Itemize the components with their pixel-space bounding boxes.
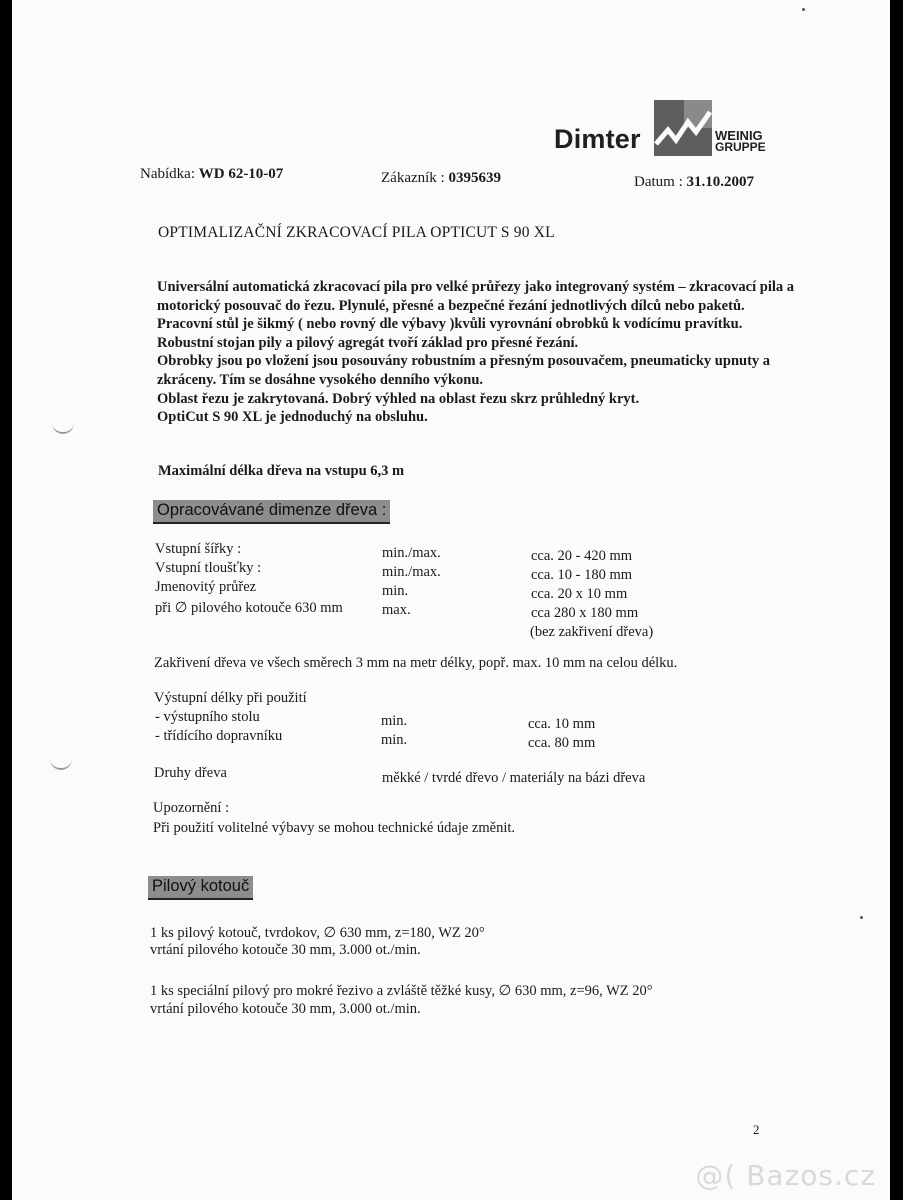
- wood-type-value: měkké / tvrdé dřevo / materiály na bázi dřeva: [382, 770, 646, 786]
- spec-mode: min./max.: [382, 545, 441, 561]
- output-heading: Výstupní délky při použití: [154, 690, 307, 706]
- output-value: cca. 10 mm: [528, 716, 596, 732]
- weinig-zigzag-icon: [654, 100, 712, 156]
- spec-label: Jmenovitý průřez: [155, 579, 257, 595]
- logo-line1: WEINIG: [715, 128, 763, 143]
- spec-mode: min./max.: [382, 564, 441, 580]
- scan-speck: [802, 8, 805, 11]
- date-value: 31.10.2007: [686, 174, 754, 190]
- blade-item-1-line-2: vrtání pilového kotouče 30 mm, 3.000 ot./min.: [150, 942, 421, 958]
- punch-hole: [50, 754, 72, 770]
- offer-value: WD 62-10-07: [198, 166, 284, 182]
- logo-brand: Dimter: [554, 124, 641, 154]
- offer-label: Nabídka:: [140, 166, 195, 182]
- intro-paragraph-2: Obrobky jsou po vložení jsou posouvány robustním a přesným posouvačem, pneumaticky upnuty a zkráceny. Tím se dosáhne vysokého denního výkonu.: [157, 353, 771, 388]
- output-mode: min.: [381, 713, 408, 729]
- section-heading-saw-blade: Pilový kotouč: [148, 876, 253, 900]
- spec-value: cca. 20 x 10 mm: [531, 586, 628, 602]
- document-title: OPTIMALIZAČNÍ ZKRACOVACÍ PILA OPTICUT S 90 XL: [158, 224, 555, 241]
- warning-label: Upozornění :: [153, 800, 230, 816]
- spec-mode: max.: [382, 602, 411, 618]
- spec-value: cca. 10 - 180 mm: [531, 567, 633, 583]
- blade-item-2-line-1: 1 ks speciální pilový pro mokré řezivo a zvláště těžké kusy, ∅ 630 mm, z=96, WZ 20°: [150, 983, 653, 999]
- intro-text: [157, 278, 797, 427]
- customer-number: [381, 170, 501, 187]
- scan-speck: [860, 916, 863, 919]
- date-label: Datum :: [634, 174, 683, 190]
- punch-hole: [52, 418, 74, 434]
- output-label: - výstupního stolu: [155, 709, 260, 725]
- spec-label: Vstupní tloušťky :: [155, 560, 262, 576]
- intro-paragraph-1: Universální automatická zkracovací pila pro velké průřezy jako integrovaný systém – zkracovací pila a motorický posouvač do řezu. Plynulé, přesné a bezpečné řezání jednotlivých dílců nebo paketů. Pracovní stůl je šikmý ( nebo rovný dle výbavy )kvůli vyrovnání obrobků k vodícímu pravítku. Robustní stojan pily a pilový agregát tvoří základ pro přesné řezání.: [157, 279, 795, 351]
- spec-note: (bez zakřivení dřeva): [530, 624, 654, 640]
- logo-line2: GRUPPE: [715, 140, 766, 154]
- blade-item-2-line-2: vrtání pilového kotouče 30 mm, 3.000 ot./min.: [150, 1001, 421, 1017]
- spec-value: cca. 20 - 420 mm: [531, 548, 633, 564]
- customer-label: Zákazník :: [381, 170, 445, 186]
- document-page: [12, 0, 890, 1200]
- output-label: - třídícího dopravníku: [155, 728, 283, 744]
- blade-item-1-line-1: 1 ks pilový kotouč, tvrdokov, ∅ 630 mm, z=180, WZ 20°: [150, 925, 485, 941]
- spec-value: cca 280 x 180 mm: [531, 605, 639, 621]
- intro-paragraph-3: Oblast řezu je zakrytovaná. Dobrý výhled na oblast řezu skrz průhledný kryt.: [157, 390, 640, 407]
- dimter-weinig-logo: [554, 98, 794, 158]
- customer-value: 0395639: [448, 170, 501, 186]
- spec-mode: min.: [382, 583, 409, 599]
- document-date: [634, 174, 754, 191]
- max-length: Maximální délka dřeva na vstupu 6,3 m: [158, 463, 405, 479]
- spec-label: při ∅ pilového kotouče 630 mm: [155, 600, 343, 616]
- intro-paragraph-4: OptiCut S 90 XL je jednoduchý na obsluhu.: [157, 409, 428, 426]
- output-value: cca. 80 mm: [528, 735, 596, 751]
- wood-type-label: Druhy dřeva: [154, 765, 227, 781]
- offer-number: [140, 166, 283, 183]
- warning-text: Při použití volitelné výbavy se mohou technické údaje změnit.: [153, 820, 516, 836]
- spec-label: Vstupní šířky :: [155, 541, 242, 557]
- section-heading-dimensions: Opracovávané dimenze dřeva :: [153, 500, 390, 524]
- bazos-watermark: @( Bazos.cz: [695, 1159, 876, 1192]
- curvature-text: Zakřivení dřeva ve všech směrech 3 mm na metr délky, popř. max. 10 mm na celou délku.: [154, 655, 678, 671]
- output-mode: min.: [381, 732, 408, 748]
- page-number: 2: [753, 1122, 760, 1137]
